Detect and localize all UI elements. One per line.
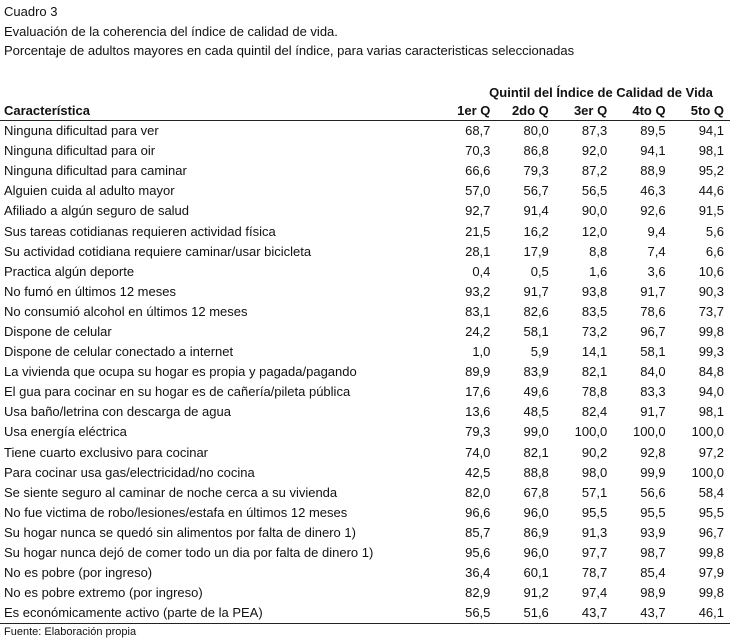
row-value-q1: 92,7: [465, 203, 491, 219]
row-value-q3: 100,0: [574, 424, 608, 440]
row-characteristic: Practica algún deporte: [4, 263, 135, 279]
group-header-empty: [0, 80, 438, 100]
row-value-q5: 95,5: [698, 504, 724, 520]
row-value-q2: 49,6: [523, 384, 549, 400]
row-value-q2: 91,2: [523, 585, 549, 601]
table-row: [0, 161, 730, 181]
row-value-q1: 56,5: [438, 603, 496, 624]
table-row: [0, 221, 730, 241]
row-value-q5: 44,6: [698, 183, 724, 199]
row-value-q1: 24,2: [465, 323, 491, 339]
row-value-q2: 96,0: [523, 504, 549, 520]
row-value-q4: 78,6: [640, 303, 666, 319]
row-value-q2: 0,5: [530, 263, 549, 279]
row-value-q4: 85,4: [640, 565, 666, 581]
row-value-q4: 56,6: [640, 484, 666, 500]
column-header-q4: 4to Q: [613, 100, 671, 121]
row-value-q1: 57,0: [465, 183, 491, 199]
row-value-q1: 1,0: [472, 344, 491, 360]
row-value-q3: 82,4: [581, 404, 608, 420]
row-value-q4: 3,6: [647, 263, 666, 279]
row-value-q3: 97,7: [581, 545, 608, 561]
row-characteristic: Alguien cuida al adulto mayor: [4, 183, 175, 199]
row-value-q5: 10,6: [698, 263, 724, 279]
row-value-q3: 8,8: [589, 243, 608, 259]
row-value-q4: 91,7: [640, 283, 666, 299]
row-value-q1: 13,6: [465, 404, 491, 420]
column-header-q5: 5to Q: [672, 100, 730, 121]
row-value-q5: 90,3: [698, 283, 724, 299]
row-value-q1: 42,5: [465, 464, 491, 480]
row-characteristic: No es pobre (por ingreso): [4, 565, 153, 581]
row-value-q5: 91,5: [698, 203, 724, 219]
row-value-q1: 85,7: [465, 524, 491, 540]
row-value-q1: 79,3: [465, 424, 491, 440]
row-value-q1: 96,6: [465, 504, 491, 520]
row-value-q2: 60,1: [523, 565, 549, 581]
row-value-q4: 9,4: [647, 223, 666, 239]
row-value-q3: 95,5: [581, 504, 608, 520]
column-header-characteristic: Característica: [0, 100, 438, 121]
row-value-q3: 78,7: [581, 565, 608, 581]
row-value-q1: 82,9: [465, 585, 491, 601]
row-value-q5: 95,2: [698, 163, 724, 179]
row-value-q4: 100,0: [633, 424, 666, 440]
column-header-q2: 2do Q: [496, 100, 554, 121]
row-characteristic: Sus tareas cotidianas requieren actividad física: [4, 223, 276, 239]
row-value-q1: 0,4: [472, 263, 491, 279]
row-value-q3: 98,0: [581, 464, 608, 480]
row-characteristic: El gua para cocinar en su hogar es de cañería/pileta pública: [4, 384, 351, 400]
table-subtitle: Porcentaje de adultos mayores en cada quintil del índice, para varias caracteristicas seleccionadas: [4, 43, 575, 58]
row-value-q4: 92,8: [640, 444, 666, 460]
row-value-q2: 86,9: [523, 524, 549, 540]
table-caption: [4, 2, 574, 61]
table-row: [0, 141, 730, 161]
row-value-q1: 93,2: [465, 283, 491, 299]
row-characteristic: Ninguna dificultad para caminar: [4, 163, 187, 179]
row-value-q2: 96,0: [523, 545, 549, 561]
column-header-q1: 1er Q: [438, 100, 496, 121]
row-value-q5: 99,8: [698, 585, 724, 601]
table-row: [0, 282, 730, 302]
row-value-q4: 95,5: [640, 504, 666, 520]
row-value-q2: 91,7: [523, 283, 549, 299]
row-value-q3: 82,1: [581, 364, 608, 380]
row-value-q3: 90,2: [581, 444, 608, 460]
row-value-q1: 89,9: [465, 364, 491, 380]
row-value-q1: 17,6: [465, 384, 491, 400]
row-characteristic: No es pobre extremo (por ingreso): [4, 585, 203, 601]
row-value-q2: 16,2: [523, 223, 549, 239]
row-characteristic: Se siente seguro al caminar de noche cerca a su vivienda: [4, 484, 338, 500]
group-header-row: [0, 80, 730, 100]
table-row: [0, 483, 730, 503]
row-value-q2: 5,9: [530, 344, 549, 360]
row-value-q1: 83,1: [465, 303, 491, 319]
row-value-q4: 83,3: [640, 384, 666, 400]
row-value-q1: 66,6: [465, 163, 491, 179]
row-value-q3: 1,6: [589, 263, 608, 279]
column-header-row: [0, 100, 730, 121]
row-value-q3: 97,4: [581, 585, 608, 601]
row-value-q4: 98,7: [640, 545, 666, 561]
table-row: [0, 242, 730, 262]
table-row: [0, 523, 730, 543]
row-characteristic: Usa baño/letrina con descarga de agua: [4, 404, 231, 420]
row-value-q1: 95,6: [465, 545, 491, 561]
table-row: [0, 583, 730, 603]
row-value-q5: 99,8: [698, 323, 724, 339]
row-value-q2: 56,7: [523, 183, 549, 199]
table-row: [0, 563, 730, 583]
row-value-q2: 58,1: [523, 323, 549, 339]
row-value-q5: 58,4: [698, 484, 724, 500]
row-value-q4: 7,4: [647, 243, 666, 259]
table-row: [0, 121, 730, 142]
table-row: [0, 503, 730, 523]
row-value-q4: 46,3: [640, 183, 666, 199]
row-characteristic: Usa energía eléctrica: [4, 424, 127, 440]
row-value-q5: 46,1: [672, 603, 730, 624]
row-value-q5: 99,8: [698, 545, 724, 561]
row-value-q2: 51,6: [496, 603, 554, 624]
row-characteristic: Para cocinar usa gas/electricidad/no cocina: [4, 464, 255, 480]
table-row: [0, 201, 730, 221]
table-row: [0, 603, 730, 624]
row-value-q5: 6,6: [705, 243, 724, 259]
row-value-q4: 93,9: [640, 524, 666, 540]
quintile-table: [0, 80, 730, 624]
row-value-q2: 48,5: [523, 404, 549, 420]
group-header: Quintil del Índice de Calidad de Vida: [489, 85, 713, 100]
table-row: [0, 302, 730, 322]
row-value-q5: 97,2: [698, 444, 724, 460]
row-characteristic: Su hogar nunca dejó de comer todo un dia por falta de dinero 1): [4, 545, 374, 561]
row-characteristic: Dispone de celular: [4, 323, 112, 339]
row-value-q5: 97,9: [698, 565, 724, 581]
row-value-q2: 88,8: [523, 464, 549, 480]
row-characteristic: No fumó en últimos 12 meses: [4, 283, 176, 299]
row-value-q3: 91,3: [581, 524, 608, 540]
row-value-q4: 96,7: [640, 323, 666, 339]
row-value-q5: 5,6: [705, 223, 724, 239]
table-row: [0, 382, 730, 402]
row-value-q3: 87,3: [581, 123, 608, 139]
row-value-q4: 94,1: [640, 143, 666, 159]
row-value-q3: 90,0: [581, 203, 608, 219]
row-value-q3: 43,7: [555, 603, 613, 624]
row-value-q1: 82,0: [465, 484, 491, 500]
row-characteristic: La vivienda que ocupa su hogar es propia y pagada/pagando: [4, 364, 357, 380]
row-value-q2: 80,0: [523, 123, 549, 139]
row-characteristic: Tiene cuarto exclusivo para cocinar: [4, 444, 209, 460]
row-value-q5: 94,0: [698, 384, 724, 400]
row-value-q5: 99,3: [698, 344, 724, 360]
row-value-q3: 57,1: [581, 484, 608, 500]
row-value-q4: 88,9: [640, 163, 666, 179]
row-value-q1: 74,0: [465, 444, 491, 460]
row-value-q3: 56,5: [581, 183, 608, 199]
row-value-q1: 21,5: [465, 223, 491, 239]
row-characteristic: Ninguna dificultad para ver: [4, 123, 159, 139]
table-row: [0, 543, 730, 563]
row-characteristic: Su hogar nunca se quedó sin alimentos por falta de dinero 1): [4, 524, 356, 540]
row-characteristic: Su actividad cotidiana requiere caminar/usar bicicleta: [4, 243, 312, 259]
row-value-q3: 87,2: [581, 163, 608, 179]
row-value-q5: 100,0: [691, 424, 724, 440]
column-header-q3: 3er Q: [555, 100, 613, 121]
row-value-q4: 58,1: [640, 344, 666, 360]
row-value-q2: 91,4: [523, 203, 549, 219]
row-value-q3: 73,2: [581, 323, 608, 339]
row-value-q4: 43,7: [613, 603, 671, 624]
table-body: [0, 121, 730, 624]
row-value-q2: 82,6: [523, 303, 549, 319]
table-row: [0, 362, 730, 382]
row-value-q3: 83,5: [581, 303, 608, 319]
table-row: [0, 463, 730, 483]
row-characteristic: Afiliado a algún seguro de salud: [4, 203, 190, 219]
row-value-q3: 92,0: [581, 143, 608, 159]
row-value-q2: 79,3: [523, 163, 549, 179]
row-value-q2: 86,8: [523, 143, 549, 159]
row-value-q4: 84,0: [640, 364, 666, 380]
row-value-q3: 93,8: [581, 283, 608, 299]
row-value-q4: 99,9: [640, 464, 666, 480]
row-value-q1: 68,7: [465, 123, 491, 139]
row-value-q2: 83,9: [523, 364, 549, 380]
row-value-q1: 28,1: [465, 243, 491, 259]
source-note: Fuente: Elaboración propia: [4, 626, 137, 638]
table-row: [0, 181, 730, 201]
table-number: Cuadro 3: [4, 4, 58, 19]
row-value-q5: 100,0: [691, 464, 724, 480]
row-value-q2: 67,8: [523, 484, 549, 500]
row-value-q2: 17,9: [523, 243, 549, 259]
row-characteristic: Dispone de celular conectado a internet: [4, 344, 234, 360]
row-value-q4: 98,9: [640, 585, 666, 601]
row-value-q4: 89,5: [640, 123, 666, 139]
table-row: [0, 342, 730, 362]
row-value-q4: 92,6: [640, 203, 666, 219]
row-value-q1: 36,4: [465, 565, 491, 581]
table-row: [0, 262, 730, 282]
row-characteristic: No fue victima de robo/lesiones/estafa en últimos 12 meses: [4, 504, 348, 520]
row-value-q3: 78,8: [581, 384, 608, 400]
row-value-q5: 96,7: [698, 524, 724, 540]
row-value-q5: 98,1: [698, 143, 724, 159]
table-row: [0, 443, 730, 463]
table-row: [0, 322, 730, 342]
table-title: Evaluación de la coherencia del índice de calidad de vida.: [4, 23, 338, 39]
row-value-q5: 73,7: [698, 303, 724, 319]
row-value-q4: 91,7: [640, 404, 666, 420]
row-value-q3: 14,1: [581, 344, 608, 360]
row-characteristic: Ninguna dificultad para oir: [4, 143, 156, 159]
table-row: [0, 422, 730, 442]
row-characteristic: No consumió alcohol en últimos 12 meses: [4, 303, 248, 319]
row-value-q3: 12,0: [581, 223, 608, 239]
row-value-q2: 99,0: [523, 424, 549, 440]
table-row: [0, 402, 730, 422]
row-value-q5: 94,1: [698, 123, 724, 139]
row-characteristic: Es económicamente activo (parte de la PEA): [0, 603, 438, 624]
row-value-q5: 84,8: [698, 364, 724, 380]
row-value-q2: 82,1: [523, 444, 549, 460]
row-value-q5: 98,1: [698, 404, 724, 420]
row-value-q1: 70,3: [465, 143, 491, 159]
